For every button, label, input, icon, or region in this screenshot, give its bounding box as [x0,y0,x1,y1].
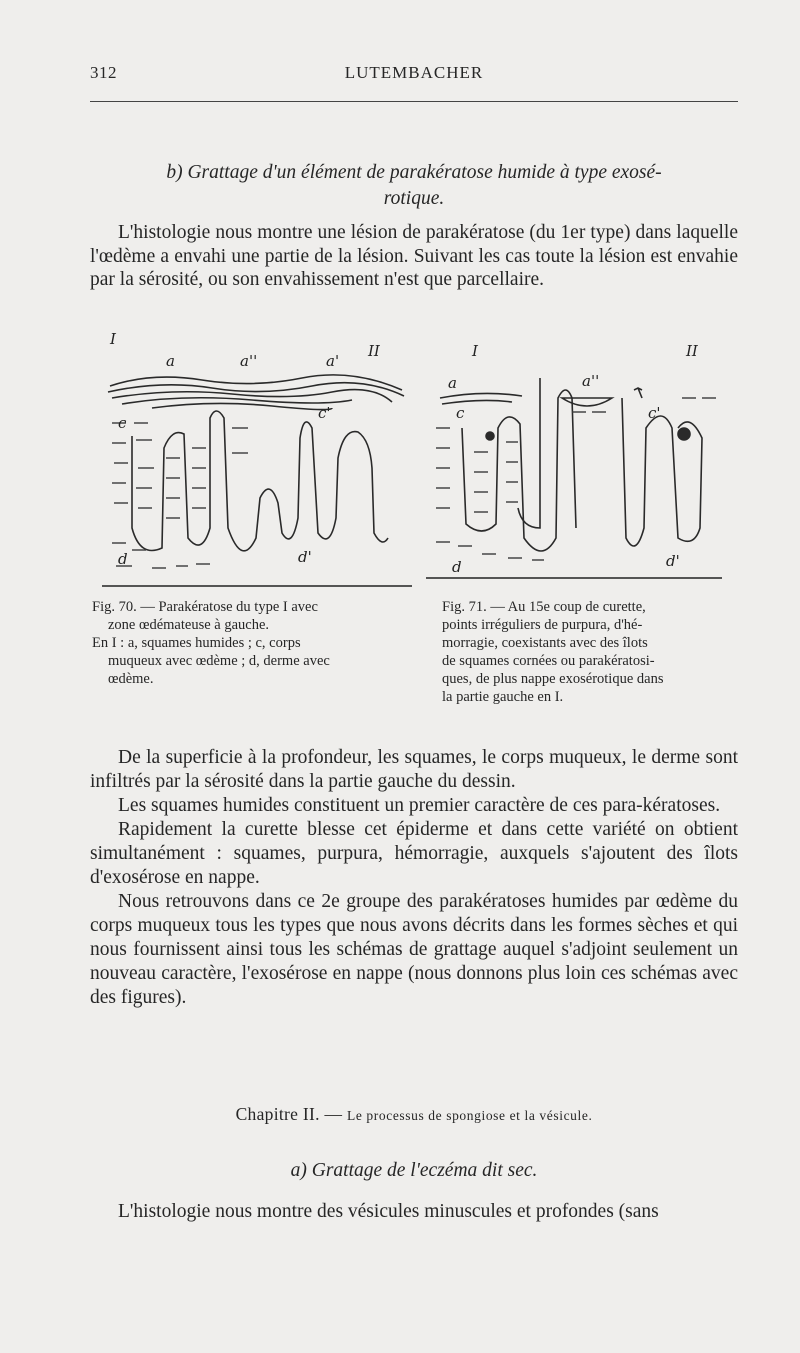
chapter-label: Chapitre II. [235,1104,320,1124]
page-number: 312 [90,63,117,82]
section-b-marker: b) [166,162,183,183]
section-a-heading [90,1158,738,1184]
chapter-dash: — [324,1104,343,1124]
fig71-label-roman1: I [472,342,478,360]
section-a-marker: a) [290,1160,307,1181]
figure-71-caption [442,598,740,706]
fig71-caption-line: morragie, coexistants avec des îlots [442,635,648,651]
section-a-title: Grattage de l'eczéma dit sec. [311,1160,538,1181]
figure-71 [422,328,728,590]
fig71-caption-line: ques, de plus nappe exosérotique dans [442,671,664,687]
figure-70-drawing [92,328,422,590]
fig70-label-d: d [118,550,128,568]
fig70-caption-line: œdème. [108,671,154,687]
header-rule [90,101,738,102]
page-header [90,63,738,87]
section-b-title-cont: rotique. [383,188,445,209]
body-paragraph: Nous retrouvons dans ce 2e groupe des parakératoses humides par œdème du corps muqueux tous les types que nous avons décrits dans les formes sèches et qui nous fournissent ainsi tous les schémas de grattage auquel s'adjoint seulement un nouveau caractère, l'exosérose en nappe (nous donnons plus loin ces schémas avec des figures). [90,891,738,1008]
fig71-caption-line: Fig. 71. — Au 15e coup de curette, [442,599,646,615]
figure-71-drawing [422,328,728,590]
fig71-label-a2: a'' [582,372,600,390]
fig70-label-roman2: II [368,342,380,360]
fig71-label-a: a [448,374,457,392]
fig71-caption-line: de squames cornées ou parakératosi- [442,653,655,669]
intro-text: L'histologie nous montre une lésion de parakératose (du 1er type) dans laquelle l'œdème a envahi une partie de la lésion. Suivant les cas toute la lésion est envahie par la sérosité, ou son envahissement n'est que parcellaire. [90,222,738,290]
fig71-label-roman2: II [686,342,698,360]
fig70-label-c: c [118,414,127,432]
body-paragraphs [90,746,738,1010]
fig71-label-c1: c' [648,404,661,422]
figure-70 [92,328,422,590]
fig71-label-d1: d' [666,552,680,570]
fig70-caption-line: Fig. 70. — Parakératose du type I avec [92,599,318,615]
fig71-label-d: d [452,558,462,576]
body-paragraph: De la superficie à la profondeur, les squames, le corps muqueux, le derme sont infiltrés par la sérosité dans la partie gauche du dessin. [90,747,738,792]
section-b-heading [90,160,738,212]
fig71-caption-line: points irréguliers de purpura, d'hé- [442,617,643,633]
fig71-label-c: c [456,404,465,422]
section-b-title: Grattage d'un élément de parakératose humide à type exosé- [187,162,662,183]
closing-paragraph [90,1200,738,1224]
body-paragraph: Les squames humides constituent un premier caractère de ces para-kératoses. [118,795,721,816]
chapter-title: Le processus de spongiose et la vésicule. [347,1108,593,1123]
fig70-label-a: a [166,352,175,370]
fig70-label-roman1: I [110,330,116,348]
fig70-caption-line: muqueux avec œdème ; d, derme avec [108,653,330,669]
running-head: LUTEMBACHER [344,63,484,82]
body-paragraph: Rapidement la curette blesse cet épiderme et dans cette variété on obtient simultanément : squames, purpura, hémorragie, auxquels s'ajoutent des îlots d'exosérose en nappe. [90,819,738,888]
fig70-label-a2: a'' [240,352,258,370]
figure-70-caption [92,598,398,688]
closing-line: L'histologie nous montre des vésicules minuscules et profondes (sans [118,1201,659,1222]
fig70-label-d1: d' [298,548,312,566]
chapter-heading [90,1104,738,1125]
intro-paragraph [90,221,738,292]
fig70-caption-line: En I : a, squames humides ; c, corps [92,635,301,651]
fig70-label-c1: c' [318,404,331,422]
fig70-label-a1: a' [326,352,340,370]
fig71-caption-line: la partie gauche en I. [442,689,564,705]
fig70-caption-line: zone œdémateuse à gauche. [108,617,270,633]
